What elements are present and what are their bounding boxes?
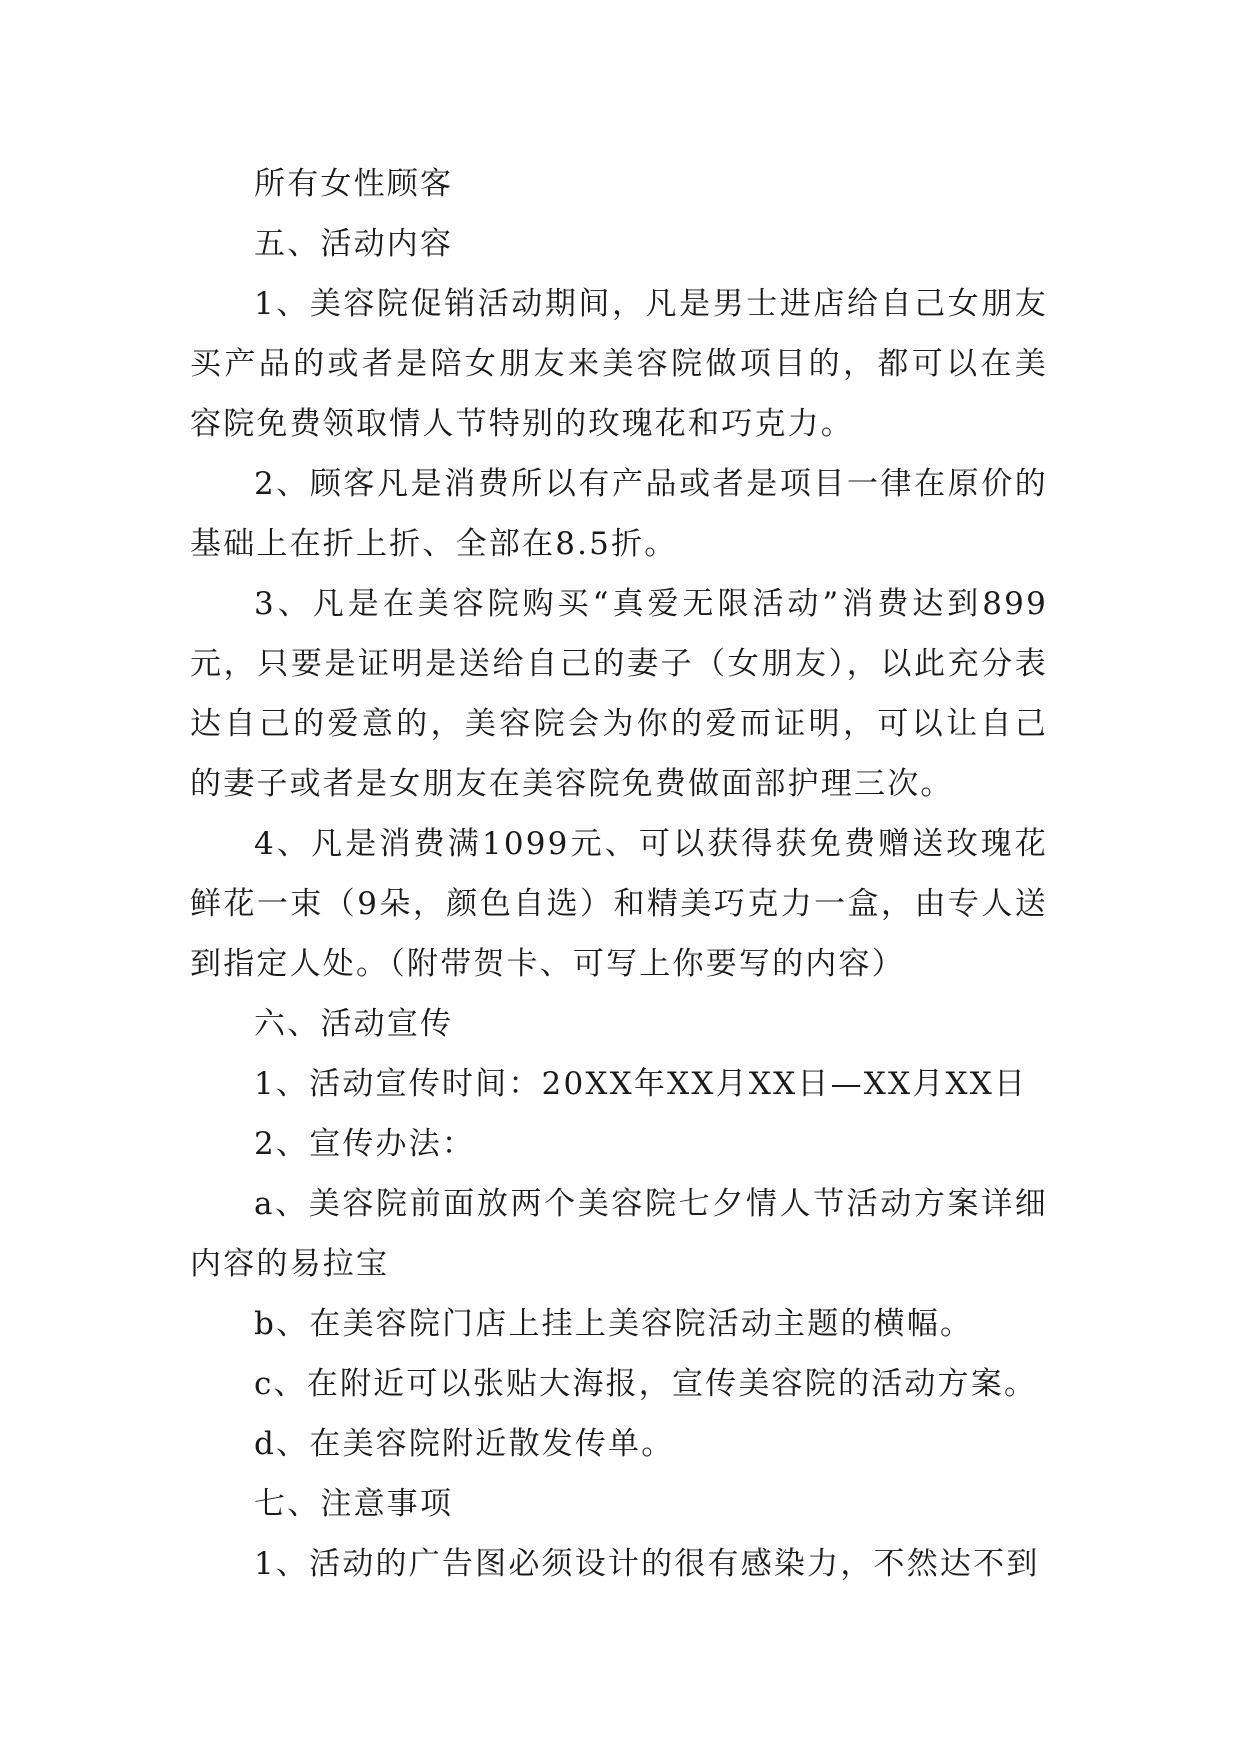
paragraph-item-4: 4、凡是消费满1099元、可以获得获免费赠送玫瑰花鲜花一束（9朵，颜色自选）和精美巧克力一盒，由专人送到指定人处。（附带贺卡、可写上你要写的内容） (190, 826, 1048, 982)
paragraph-method-a: a、美容院前面放两个美容院七夕情人节活动方案详细内容的易拉宝 (190, 1186, 1048, 1282)
paragraph-item-1: 1、美容院促销活动期间，凡是男士进店给自己女朋友买产品的或者是陪女朋友来美容院做项目的，都可以在美容院免费领取情人节特别的玫瑰花和巧克力。 (190, 286, 1048, 442)
section-heading-promotion: 六、活动宣传 (254, 1006, 454, 1042)
paragraph-promotion-time: 1、活动宣传时间：20XX年XX月XX日—XX月XX日 (254, 1066, 1028, 1102)
paragraph-note-1: 1、活动的广告图必须设计的很有感染力，不然达不到 (254, 1546, 1040, 1582)
paragraph-method-d: d、在美容院附近散发传单。 (254, 1426, 675, 1462)
paragraph-promotion-methods: 2、宣传办法： (254, 1126, 476, 1162)
section-heading-notes: 七、注意事项 (254, 1486, 454, 1522)
paragraph-item-3: 3、凡是在美容院购买“真爱无限活动”消费达到899元，只要是证明是送给自己的妻子（女朋友），以此充分表达自己的爱意的，美容院会为你的爱而证明，可以让自己的妻子或者是女朋友在美容院免费做面部护理三次。 (190, 586, 1048, 802)
paragraph-audience: 所有女性顾客 (254, 166, 454, 202)
section-heading-activity-content: 五、活动内容 (254, 226, 454, 262)
paragraph-method-c: c、在附近可以张贴大海报，宣传美容院的活动方案。 (254, 1366, 1038, 1402)
document-body (190, 154, 1048, 1594)
paragraph-method-b: b、在美容院门店上挂上美容院活动主题的横幅。 (254, 1306, 974, 1342)
paragraph-item-2: 2、顾客凡是消费所以有产品或者是项目一律在原价的基础上在折上折、全部在8.5折。 (190, 466, 1048, 562)
